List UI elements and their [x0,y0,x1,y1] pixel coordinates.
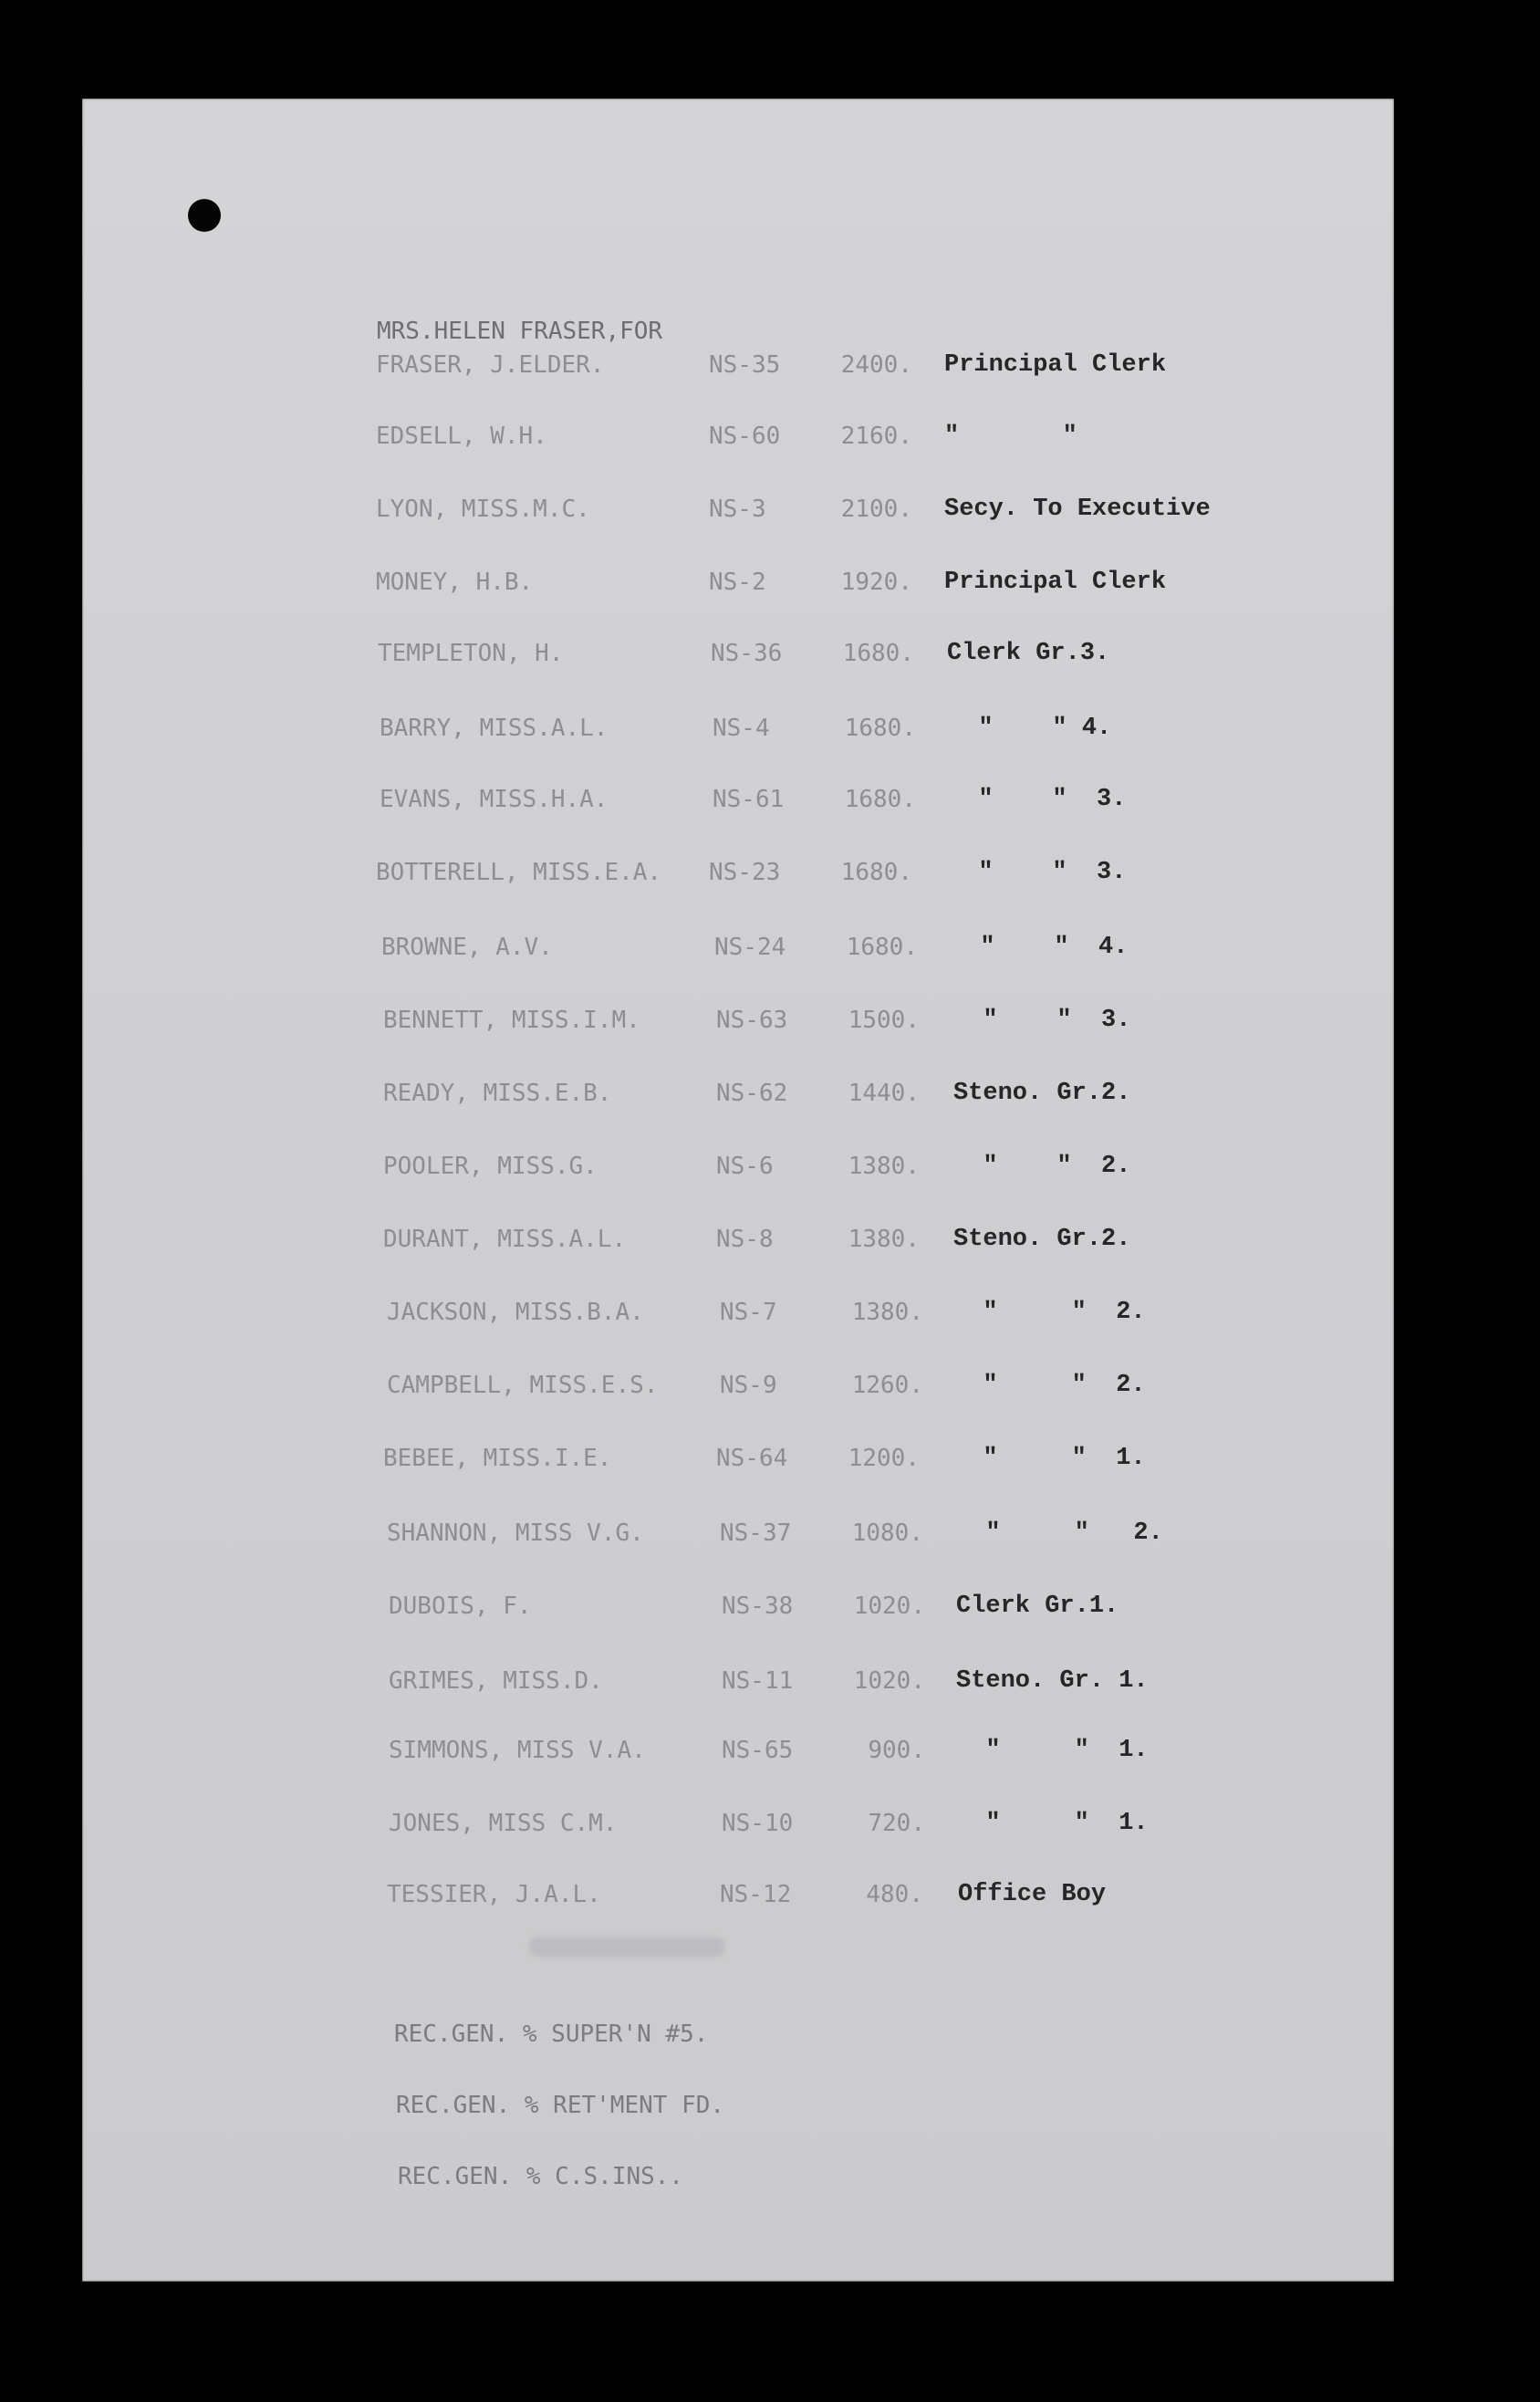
table-row [82,1221,1394,1258]
position-code: NS-24 [714,934,786,961]
table-row [82,710,1394,747]
table-row [82,491,1394,527]
salary-amount: 1680. [840,859,912,886]
employee-name: DURANT, MISS.A.L. [383,1226,627,1253]
table-row [82,854,1394,891]
salary-amount: 1680. [844,786,916,813]
job-title: " " 3. [949,786,1127,813]
table-row [82,1876,1394,1913]
position-code: NS-23 [709,859,781,886]
employee-name: GRIMES, MISS.D. [389,1667,603,1695]
job-title: " " 4. [951,934,1129,961]
position-code: NS-37 [720,1520,792,1547]
employee-name: BOTTERELL, MISS.E.A. [376,859,662,886]
job-title: " " 2. [953,1299,1146,1326]
employee-name: LYON, MISS.M.C. [376,496,590,523]
table-row [82,781,1394,818]
position-code: NS-3 [709,496,766,523]
employee-name: DUBOIS, F. [389,1593,532,1620]
job-title: " " 2. [953,1153,1131,1180]
job-title: " " [944,423,1077,450]
employee-name: BEBEE, MISS.I.E. [383,1445,612,1472]
salary-amount: 1020. [853,1593,925,1620]
position-code: NS-35 [709,351,781,379]
job-title: Clerk Gr.3. [947,640,1110,667]
position-code: NS-10 [722,1810,794,1837]
table-row [82,1588,1394,1624]
table-row [82,1515,1394,1551]
salary-amount: 1680. [844,715,916,742]
employee-name: SHANNON, MISS V.G. [387,1520,644,1547]
job-title: Steno. Gr.2. [953,1080,1131,1107]
employee-name: EVANS, MISS.H.A. [380,786,609,813]
job-title: " " 4. [949,715,1112,742]
salary-amount: 1200. [848,1445,920,1472]
header-text: MRS.HELEN FRASER,FOR [377,318,663,345]
job-title: " " 3. [953,1007,1131,1034]
job-title: " " 1. [956,1810,1149,1837]
table-row [82,929,1394,966]
position-code: NS-65 [722,1737,794,1764]
position-code: NS-4 [713,715,770,742]
job-title: Principal Clerk [944,569,1167,596]
employee-name: READY, MISS.E.B. [383,1080,612,1107]
table-row [82,564,1394,600]
deduction-note: REC.GEN. % SUPER'N #5. [394,2021,709,2048]
salary-amount: 2400. [840,351,912,379]
table-row [82,1663,1394,1699]
ink-smudge [529,1937,725,1957]
employee-name: BENNETT, MISS.I.M. [383,1007,640,1034]
salary-amount: 1080. [851,1520,923,1547]
job-title: " " 2. [956,1520,1163,1547]
document-page [82,99,1394,2282]
deduction-note: REC.GEN. % RET'MENT FD. [396,2092,725,2119]
salary-amount: 1260. [851,1372,923,1399]
table-row [82,1148,1394,1185]
punch-hole [188,199,221,232]
job-title: Secy. To Executive [944,496,1211,523]
table-row [82,347,1394,383]
employee-name: BROWNE, A.V. [381,934,553,961]
salary-amount: 1380. [848,1226,920,1253]
employee-name: CAMPBELL, MISS.E.S. [387,1372,659,1399]
employee-name: POOLER, MISS.G. [383,1153,598,1180]
position-code: NS-63 [716,1007,788,1034]
position-code: NS-11 [722,1667,794,1695]
position-code: NS-36 [711,640,783,667]
position-code: NS-6 [716,1153,774,1180]
job-title: " " 1. [956,1737,1149,1764]
salary-amount: 1680. [842,640,914,667]
salary-amount: 720. [868,1810,925,1837]
salary-amount: 2100. [840,496,912,523]
job-title: Steno. Gr. 1. [956,1667,1149,1695]
table-row [82,1732,1394,1769]
job-title: Clerk Gr.1. [956,1593,1119,1620]
position-code: NS-61 [713,786,785,813]
job-title: Principal Clerk [944,351,1167,379]
salary-amount: 1920. [840,569,912,596]
salary-amount: 1380. [851,1299,923,1326]
job-title: Office Boy [958,1881,1107,1908]
salary-amount: 2160. [840,423,912,450]
salary-amount: 1020. [853,1667,925,1695]
salary-amount: 900. [868,1737,925,1764]
job-title: Steno. Gr.2. [953,1226,1131,1253]
job-title: " " 1. [953,1445,1146,1472]
employee-name: TESSIER, J.A.L. [387,1881,601,1908]
salary-amount: 480. [866,1881,923,1908]
table-row [82,1805,1394,1842]
employee-name: JONES, MISS C.M. [389,1810,618,1837]
employee-name: TEMPLETON, H. [378,640,564,667]
salary-amount: 1440. [848,1080,920,1107]
position-code: NS-12 [720,1881,792,1908]
employee-name: FRASER, J.ELDER. [376,351,605,379]
table-row [82,1294,1394,1331]
position-code: NS-64 [716,1445,788,1472]
job-title: " " 2. [953,1372,1146,1399]
table-row [82,635,1394,672]
employee-name: SIMMONS, MISS V.A. [389,1737,646,1764]
employee-name: BARRY, MISS.A.L. [380,715,609,742]
employee-name: MONEY, H.B. [376,569,534,596]
position-code: NS-62 [716,1080,788,1107]
deduction-note: REC.GEN. % C.S.INS.. [398,2163,684,2190]
employee-name: JACKSON, MISS.B.A. [387,1299,644,1326]
position-code: NS-7 [720,1299,777,1326]
table-row [82,1367,1394,1404]
table-row [82,1440,1394,1477]
position-code: NS-8 [716,1226,774,1253]
table-row [82,1075,1394,1112]
position-code: NS-60 [709,423,781,450]
job-title: " " 3. [949,859,1127,886]
table-row [82,1002,1394,1039]
position-code: NS-2 [709,569,766,596]
employee-name: EDSELL, W.H. [376,423,547,450]
table-row [82,418,1394,454]
salary-amount: 1500. [848,1007,920,1034]
salary-amount: 1680. [846,934,918,961]
position-code: NS-9 [720,1372,777,1399]
position-code: NS-38 [722,1593,794,1620]
salary-amount: 1380. [848,1153,920,1180]
